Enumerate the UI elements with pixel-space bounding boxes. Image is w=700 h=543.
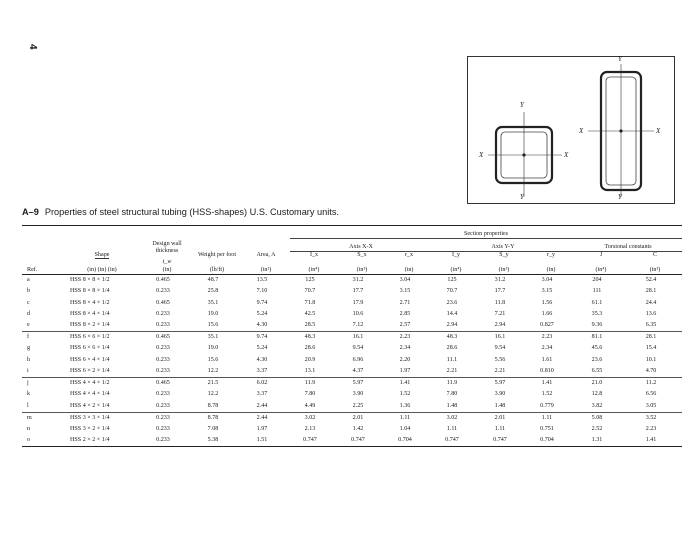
value-cell: 42.5 [304,310,316,317]
table-row [22,424,682,435]
hss-sections-diagram [468,57,674,203]
value-cell: 0.747 [290,435,338,447]
value-cell: 19.0 [207,345,219,352]
value-cell: 11.9 [432,378,480,390]
value-cell: 20.9 [304,356,316,363]
weight-units: (lb/ft) [192,259,242,274]
value-cell: 5.97 [338,378,386,390]
j-units: (in⁴) [574,259,628,274]
value-cell: 5.56 [494,356,506,363]
value-cell: 0.747 [432,435,480,447]
value-cell: 11.8 [494,299,506,306]
shape-label: Shape [94,252,110,258]
value-cell: 5.24 [256,345,268,352]
value-cell: 3.37 [256,367,268,374]
axis-y-label: Y [520,193,524,201]
value-cell: 1.48 [446,402,458,409]
value-cell: 0.747 [480,435,528,447]
value-cell: 1.36 [399,402,411,409]
ref-cell: f [22,332,62,344]
value-cell: 9.54 [494,345,506,352]
value-cell: 1.48 [494,402,506,409]
value-cell: 0.465 [156,277,170,284]
value-cell: 8.78 [207,402,219,409]
value-cell: 16.1 [480,332,528,344]
value-cell: 4.49 [304,402,316,409]
value-cell: 1.11 [528,412,574,424]
value-cell: 4.70 [645,367,657,374]
value-cell: 0.751 [540,425,554,432]
table-header [22,226,682,275]
table-row [22,320,682,332]
value-cell: 48.3 [432,332,480,344]
ref-cell: l [27,402,29,409]
shape-cell: HSS 6 × 6 × 1/2 [62,332,142,344]
value-cell: 9.74 [256,299,268,306]
value-cell: 111 [592,288,602,295]
value-cell: 70.7 [446,288,458,295]
value-cell: 6.35 [645,322,657,329]
axis-y-label: Y [618,55,622,63]
ref-cell: n [27,425,31,432]
ref-cell: o [22,435,62,447]
table-row [22,435,682,447]
shape-cell: HSS 8 × 8 × 1/2 [70,277,110,284]
ix-header: I_x [309,252,319,258]
value-cell: 45.6 [591,345,603,352]
value-cell: 2.71 [399,299,411,306]
ref-cell: b [27,288,31,295]
value-cell: 2.23 [386,332,432,344]
value-cell: 2.20 [399,356,411,363]
value-cell: 28.6 [446,345,458,352]
shape-cell: HSS 4 × 2 × 1/4 [70,402,110,409]
value-cell: 7.80 [446,391,458,398]
shape-cell: HSS 4 × 4 × 1/2 [62,378,142,390]
value-cell: 13.6 [645,310,657,317]
value-cell: 0.827 [540,322,554,329]
shape-cell: HSS 8 × 2 × 1/4 [70,322,110,329]
value-cell: 2.21 [494,367,506,374]
value-cell: 2.44 [256,402,268,409]
square-tube-section [488,112,562,197]
thickness-units-label: (in) [162,266,172,273]
value-cell: 3.37 [256,391,268,398]
value-cell: 15.6 [207,356,219,363]
value-cell: 7.08 [207,425,219,432]
value-cell: 12.8 [591,391,603,398]
value-cell: 1.42 [352,425,364,432]
value-cell: 9.54 [352,345,364,352]
value-cell: 7.10 [256,288,268,295]
axis-x-label: X [579,127,584,135]
ref-cell: h [27,356,31,363]
value-cell: 2.52 [591,425,603,432]
value-cell: 3.04 [541,277,553,284]
value-cell: 0.233 [142,435,192,447]
value-cell: 13.5 [256,277,268,284]
value-cell: 61.1 [591,299,603,306]
table-row [22,389,682,400]
value-cell: 0.233 [156,367,170,374]
iy-units: (in⁴) [432,259,480,274]
value-cell: 7.12 [352,322,364,329]
value-cell: 28.5 [304,322,316,329]
area-header: Area, A [256,252,276,258]
value-cell: 0.233 [156,345,170,352]
area-units: (in²) [242,259,290,274]
value-cell: 7.80 [304,391,316,398]
page-number: 4 [27,44,38,50]
value-cell: 35.1 [192,332,242,344]
value-cell: 3.02 [432,412,480,424]
value-cell: 31.2 [352,277,364,284]
value-cell: 15.4 [645,345,657,352]
value-cell: 21.5 [192,378,242,390]
value-cell: 1.61 [541,356,553,363]
value-cell: 0.233 [156,310,170,317]
shape-cell: HSS 8 × 4 × 1/4 [70,310,110,317]
hss-properties-table [22,225,682,447]
sx-header: S_x [357,252,367,258]
value-cell: 1.11 [386,412,432,424]
value-cell: 14.4 [446,310,458,317]
value-cell: 2.23 [528,332,574,344]
ref-cell: k [27,391,31,398]
c-units: (in³) [628,259,682,274]
value-cell: 1.41 [628,435,682,447]
ref-cell: i [27,367,29,374]
value-cell: 6.56 [645,391,657,398]
hss-section-figure [467,56,675,204]
weight-header: Weight per foot [197,252,237,258]
value-cell: 3.90 [494,391,506,398]
ix-units: (in⁴) [290,259,338,274]
properties-table-wrapper [22,225,682,447]
value-cell: 16.1 [338,332,386,344]
value-cell: 4.37 [352,367,364,374]
value-cell: 2.23 [645,425,657,432]
value-cell: 1.11 [446,425,458,432]
value-cell: 11.9 [290,378,338,390]
j-header: J [599,252,603,258]
value-cell: 6.55 [591,367,603,374]
table-row [22,298,682,309]
value-cell: 9.36 [591,322,603,329]
value-cell: 0.779 [540,402,554,409]
value-cell: 0.747 [338,435,386,447]
value-cell: 81.1 [574,332,628,344]
value-cell: 0.810 [540,367,554,374]
rx-units: (in) [386,259,432,274]
value-cell: 2.34 [541,345,553,352]
shape-cell: HSS 8 × 8 × 1/4 [70,288,110,295]
value-cell: 17.7 [494,288,506,295]
shape-cell: HSS 4 × 4 × 1/4 [70,391,110,398]
value-cell: 2.57 [399,322,411,329]
value-cell: 19.0 [207,310,219,317]
section-properties-header: Section properties [290,226,682,239]
value-cell: 23.6 [446,299,458,306]
value-cell: 11.1 [446,356,458,363]
value-cell: 2.01 [338,412,386,424]
table-number: A–9 [22,207,39,217]
ref-cell: a [27,277,30,284]
value-cell: 1.66 [541,310,553,317]
value-cell: 1.56 [541,299,553,306]
table-row [22,309,682,320]
value-cell: 3.05 [645,402,657,409]
value-cell: 5.97 [480,378,528,390]
axis-x-header: Axis X-X [290,239,432,252]
value-cell: 31.2 [494,277,506,284]
value-cell: 9.74 [242,332,290,344]
value-cell: 4.30 [256,322,268,329]
value-cell: 10.1 [645,356,657,363]
value-cell: 12.2 [207,391,219,398]
sy-header: S_y [499,252,509,258]
value-cell: 2.44 [242,412,290,424]
ry-header: r_y [546,252,556,258]
value-cell: 13.1 [304,367,316,374]
table-row [22,332,682,344]
value-cell: 1.51 [242,435,290,447]
value-cell: 48.7 [207,277,219,284]
value-cell: 2.21 [446,367,458,374]
value-cell: 2.13 [304,425,316,432]
value-cell: 12.2 [207,367,219,374]
value-cell: 1.52 [541,391,553,398]
value-cell: 1.97 [256,425,268,432]
shape-cell: HSS 3 × 3 × 1/4 [62,412,142,424]
value-cell: 0.233 [142,412,192,424]
table-row [22,343,682,354]
value-cell: 1.04 [399,425,411,432]
value-cell: 15.6 [207,322,219,329]
value-cell: 125 [305,277,315,284]
value-cell: 71.8 [304,299,316,306]
axis-y-header: Axis Y-Y [432,239,574,252]
ref-cell: g [27,345,31,352]
shape-cell: HSS 6 × 6 × 1/4 [70,345,110,352]
axis-y-label: Y [618,193,622,201]
value-cell: 17.9 [352,299,364,306]
value-cell: 3.90 [352,391,364,398]
value-cell: 4.30 [256,356,268,363]
table-body [22,275,682,447]
table-caption [22,207,682,217]
ref-cell: j [22,378,62,390]
value-cell: 10.6 [352,310,364,317]
value-cell: 28.1 [645,288,657,295]
shape-cell: HSS 8 × 4 × 1/2 [70,299,110,306]
shape-header [62,252,142,260]
value-cell: 204 [592,277,602,284]
c-header: C [652,252,658,258]
ref-cell: d [27,310,31,317]
thickness-header [142,239,192,260]
value-cell: 7.21 [494,310,506,317]
table-row [22,401,682,413]
value-cell: 3.15 [399,288,411,295]
value-cell: 25.8 [207,288,219,295]
axis-x-label: X [479,151,484,159]
value-cell: 1.11 [494,425,506,432]
iy-header: I_y [451,252,461,258]
shape-cell: HSS 2 × 2 × 1/4 [62,435,142,447]
value-cell: 21.0 [574,378,628,390]
axis-x-label: X [564,151,569,159]
value-cell: 5.08 [574,412,628,424]
ref-cell: c [27,299,30,306]
shape-cell: HSS 3 × 2 × 1/4 [70,425,110,432]
value-cell: 28.1 [628,332,682,344]
value-cell: 2.34 [399,345,411,352]
table-row [22,355,682,366]
rectangular-tube-section [588,64,654,197]
value-cell: 125 [447,277,457,284]
value-cell: 3.04 [399,277,411,284]
ref-cell: m [22,412,62,424]
value-cell: 48.3 [290,332,338,344]
value-cell: 2.01 [480,412,528,424]
table-row [22,366,682,378]
ry-units: (in) [528,259,574,274]
table-row [22,286,682,297]
value-cell: 0.465 [142,378,192,390]
thickness-symbol: t_w [162,259,172,266]
value-cell: 11.2 [628,378,682,390]
value-cell: 6.96 [352,356,364,363]
value-cell: 0.465 [156,299,170,306]
torsional-header: Torsional constants [574,239,682,252]
value-cell: 52.4 [645,277,657,284]
value-cell: 3.52 [628,412,682,424]
value-cell: 23.6 [591,356,603,363]
value-cell: 5.24 [256,310,268,317]
shape-units: (in) (in) (in) [62,259,142,274]
value-cell: 1.31 [574,435,628,447]
thickness-units [142,259,192,274]
axis-x-label: X [656,127,661,135]
value-cell: 0.465 [142,332,192,344]
ref-cell: e [27,322,30,329]
value-cell: 3.02 [290,412,338,424]
value-cell: 0.233 [156,425,170,432]
table-row [22,378,682,390]
table-row [22,412,682,424]
value-cell: 1.52 [399,391,411,398]
value-cell: 0.233 [156,322,170,329]
value-cell: 3.15 [541,288,553,295]
value-cell: 0.704 [386,435,432,447]
value-cell: 0.233 [156,391,170,398]
value-cell: 0.233 [156,288,170,295]
value-cell: 1.97 [399,367,411,374]
value-cell: 0.233 [156,402,170,409]
value-cell: 2.85 [399,310,411,317]
value-cell: 0.233 [156,356,170,363]
value-cell: 1.41 [528,378,574,390]
shape-cell: HSS 6 × 2 × 1/4 [70,367,110,374]
table-row [22,275,682,287]
shape-cell: HSS 6 × 4 × 1/4 [70,356,110,363]
value-cell: 3.82 [591,402,603,409]
value-cell: 17.7 [352,288,364,295]
rx-header: r_x [404,252,414,258]
value-cell: 24.4 [645,299,657,306]
value-cell: 8.78 [192,412,242,424]
sy-units: (in³) [480,259,528,274]
thickness-label: Design wall thickness [152,240,182,254]
value-cell: 35.1 [207,299,219,306]
sx-units: (in³) [338,259,386,274]
value-cell: 1.41 [386,378,432,390]
table-title: Properties of steel structural tubing (HSS-shapes) U.S. Customary units. [44,207,339,217]
axis-y-label: Y [520,101,524,109]
value-cell: 2.94 [446,322,458,329]
value-cell: 2.94 [494,322,506,329]
value-cell: 5.38 [192,435,242,447]
value-cell: 2.25 [352,402,364,409]
value-cell: 35.3 [591,310,603,317]
value-cell: 0.704 [528,435,574,447]
value-cell: 6.02 [242,378,290,390]
value-cell: 70.7 [304,288,316,295]
ref-header: Ref. [22,259,62,274]
value-cell: 28.6 [304,345,316,352]
